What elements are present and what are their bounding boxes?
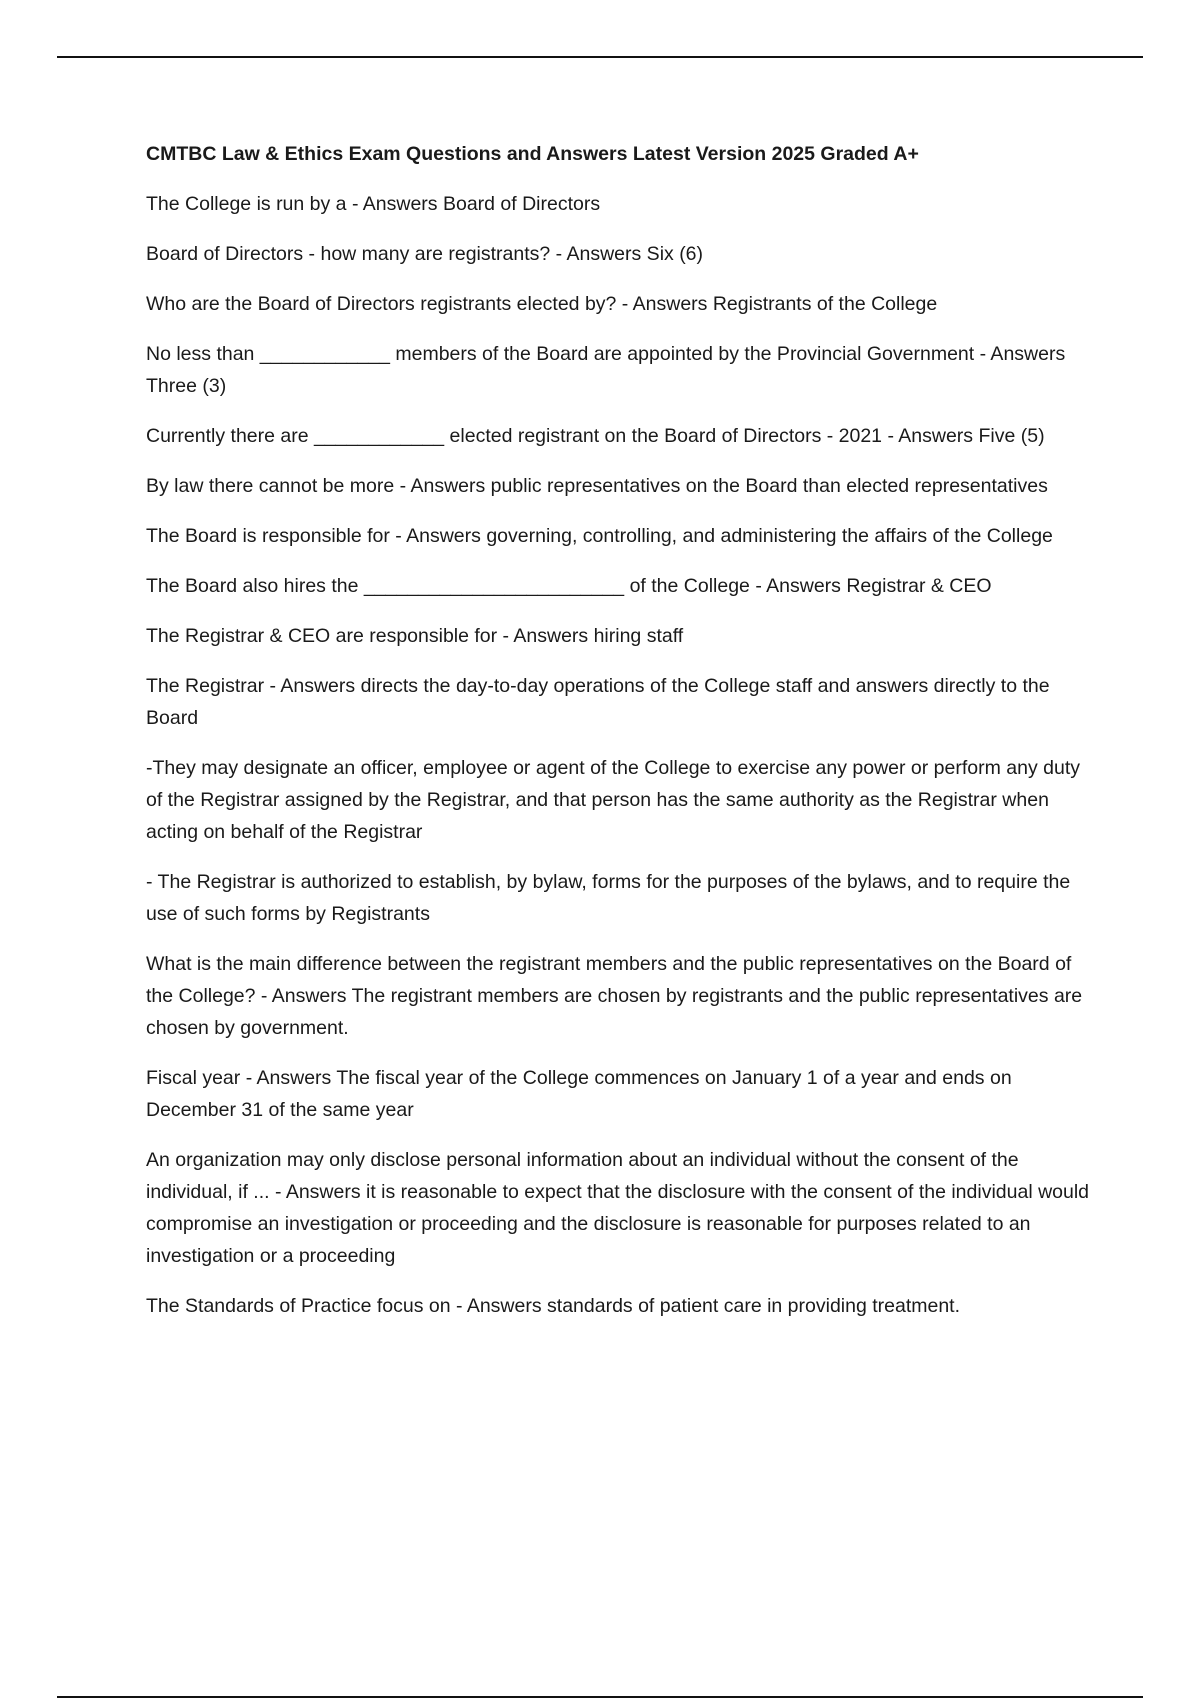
document-title: CMTBC Law & Ethics Exam Questions and Answers Latest Version 2025 Graded A+: [146, 143, 919, 165]
qa-paragraph: By law there cannot be more - Answers public representatives on the Board than elected representatives: [146, 475, 1048, 497]
qa-paragraph: -They may designate an officer, employee or agent of the College to exercise any power or perform any duty of the Registrar assigned by the Registrar, and that person has the same authority as the Registrar when acting on behalf of the Registrar: [146, 757, 1080, 843]
top-divider: [57, 56, 1143, 58]
qa-paragraph: What is the main difference between the registrant members and the public representatives on the Board of the College? - Answers The registrant members are chosen by registrants and the public representatives are chosen by government.: [146, 953, 1083, 1039]
document-body: [146, 138, 1092, 1340]
qa-paragraph: The Board also hires the ________________________ of the College - Answers Registrar & CEO: [146, 575, 992, 597]
qa-paragraph: No less than ____________ members of the Board are appointed by the Provincial Government - Answers Three (3): [146, 343, 1066, 397]
qa-paragraph: Who are the Board of Directors registrants elected by? - Answers Registrants of the College: [146, 293, 938, 315]
qa-paragraph: Fiscal year - Answers The fiscal year of the College commences on January 1 of a year and ends on December 31 of the same year: [146, 1067, 1012, 1121]
qa-paragraph: - The Registrar is authorized to establish, by bylaw, forms for the purposes of the bylaws, and to require the use of such forms by Registrants: [146, 871, 1071, 925]
qa-paragraph: Currently there are ____________ elected registrant on the Board of Directors - 2021 - Answers Five (5): [146, 425, 1045, 447]
qa-paragraph: Board of Directors - how many are registrants? - Answers Six (6): [146, 243, 704, 265]
qa-paragraph: The Registrar - Answers directs the day-to-day operations of the College staff and answers directly to the Board: [146, 675, 1050, 729]
qa-paragraph: The Board is responsible for - Answers governing, controlling, and administering the affairs of the College: [146, 525, 1053, 547]
qa-paragraph: The Registrar & CEO are responsible for - Answers hiring staff: [146, 625, 684, 647]
qa-paragraph: An organization may only disclose personal information about an individual without the consent of the individual, if ... - Answers it is reasonable to expect that the disclosure with the consent of the individual would compromise an investigation or proceeding and the disclosure is reasonable for purposes related to an investigation or a proceeding: [146, 1149, 1090, 1267]
bottom-divider: [57, 1696, 1143, 1698]
qa-paragraph: The College is run by a - Answers Board of Directors: [146, 193, 601, 215]
qa-paragraph: The Standards of Practice focus on - Answers standards of patient care in providing treatment.: [146, 1295, 961, 1317]
